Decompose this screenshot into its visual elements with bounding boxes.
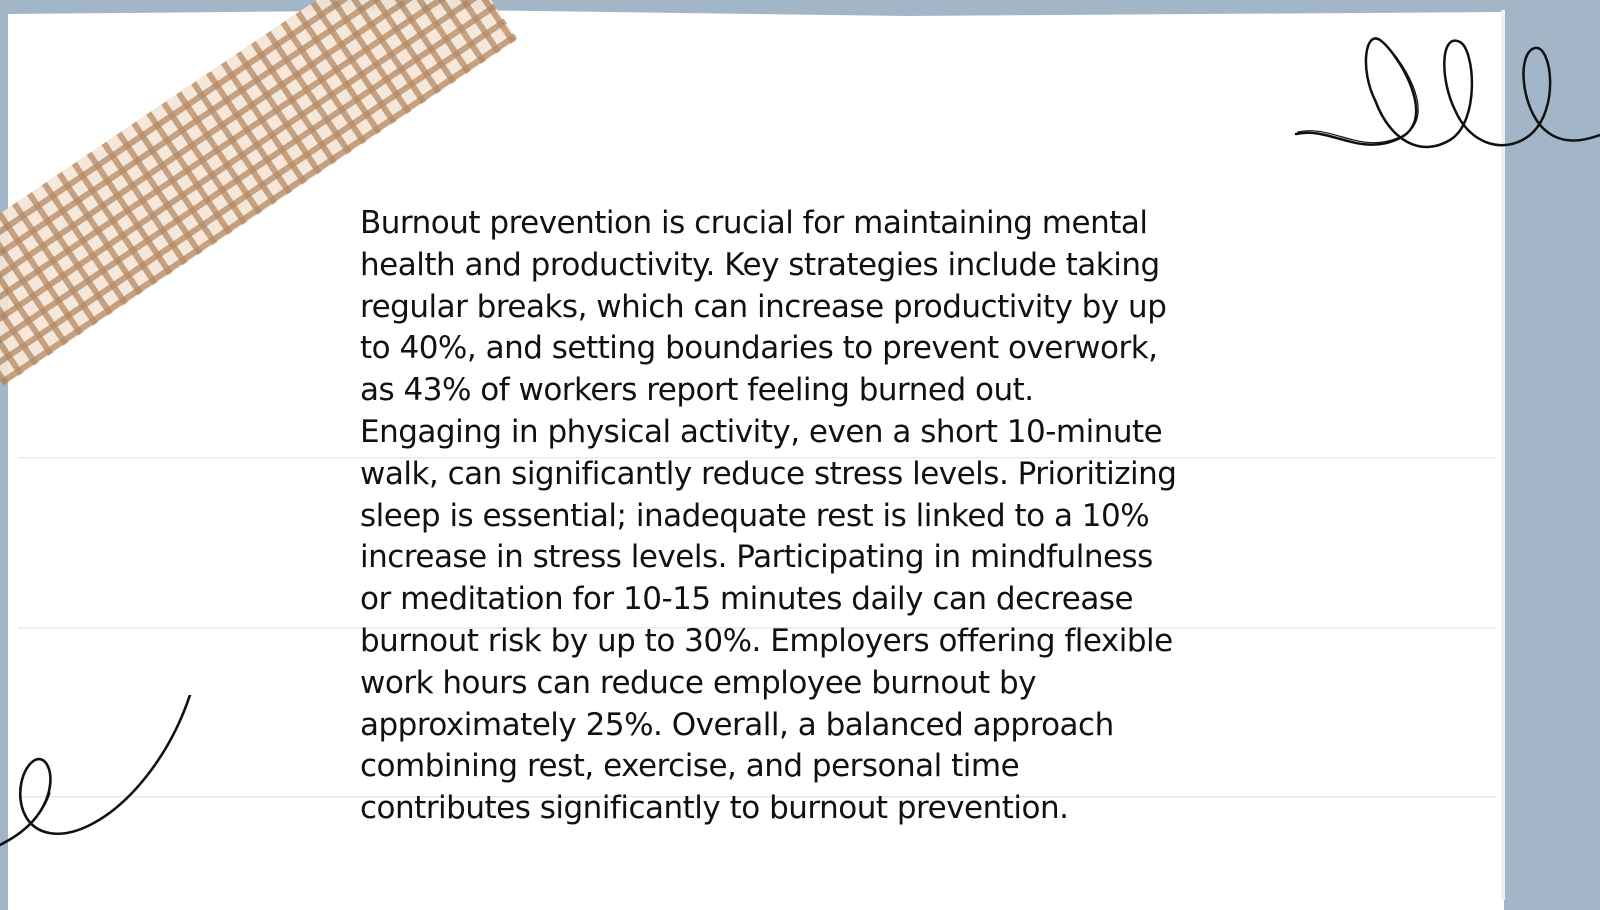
- burnout-prevention-paragraph: Burnout prevention is crucial for maintaining mental health and productivity. Key strategies include taking regular breaks, which can increase productivity by up to 40%, and setting boundaries to prevent overwork, as 43% of workers report feeling burned out. Engaging in physical activity, even a short 10-minute walk, can significantly reduce stress levels. Prioritizing sleep is essential; inadequate rest is linked to a 10% increase in stress levels. Participating in mindfulness or meditation for 10-15 minutes daily can decrease burnout risk by up to 30%. Employers offering flexible work hours can reduce employee burnout by approximately 25%. Overall, a balanced approach combining rest, exercise, and personal time contributes significantly to burnout prevention.: [360, 205, 1177, 827]
- check-squiggle-decoration: [0, 695, 200, 855]
- loop-squiggle-decoration: [1290, 30, 1600, 165]
